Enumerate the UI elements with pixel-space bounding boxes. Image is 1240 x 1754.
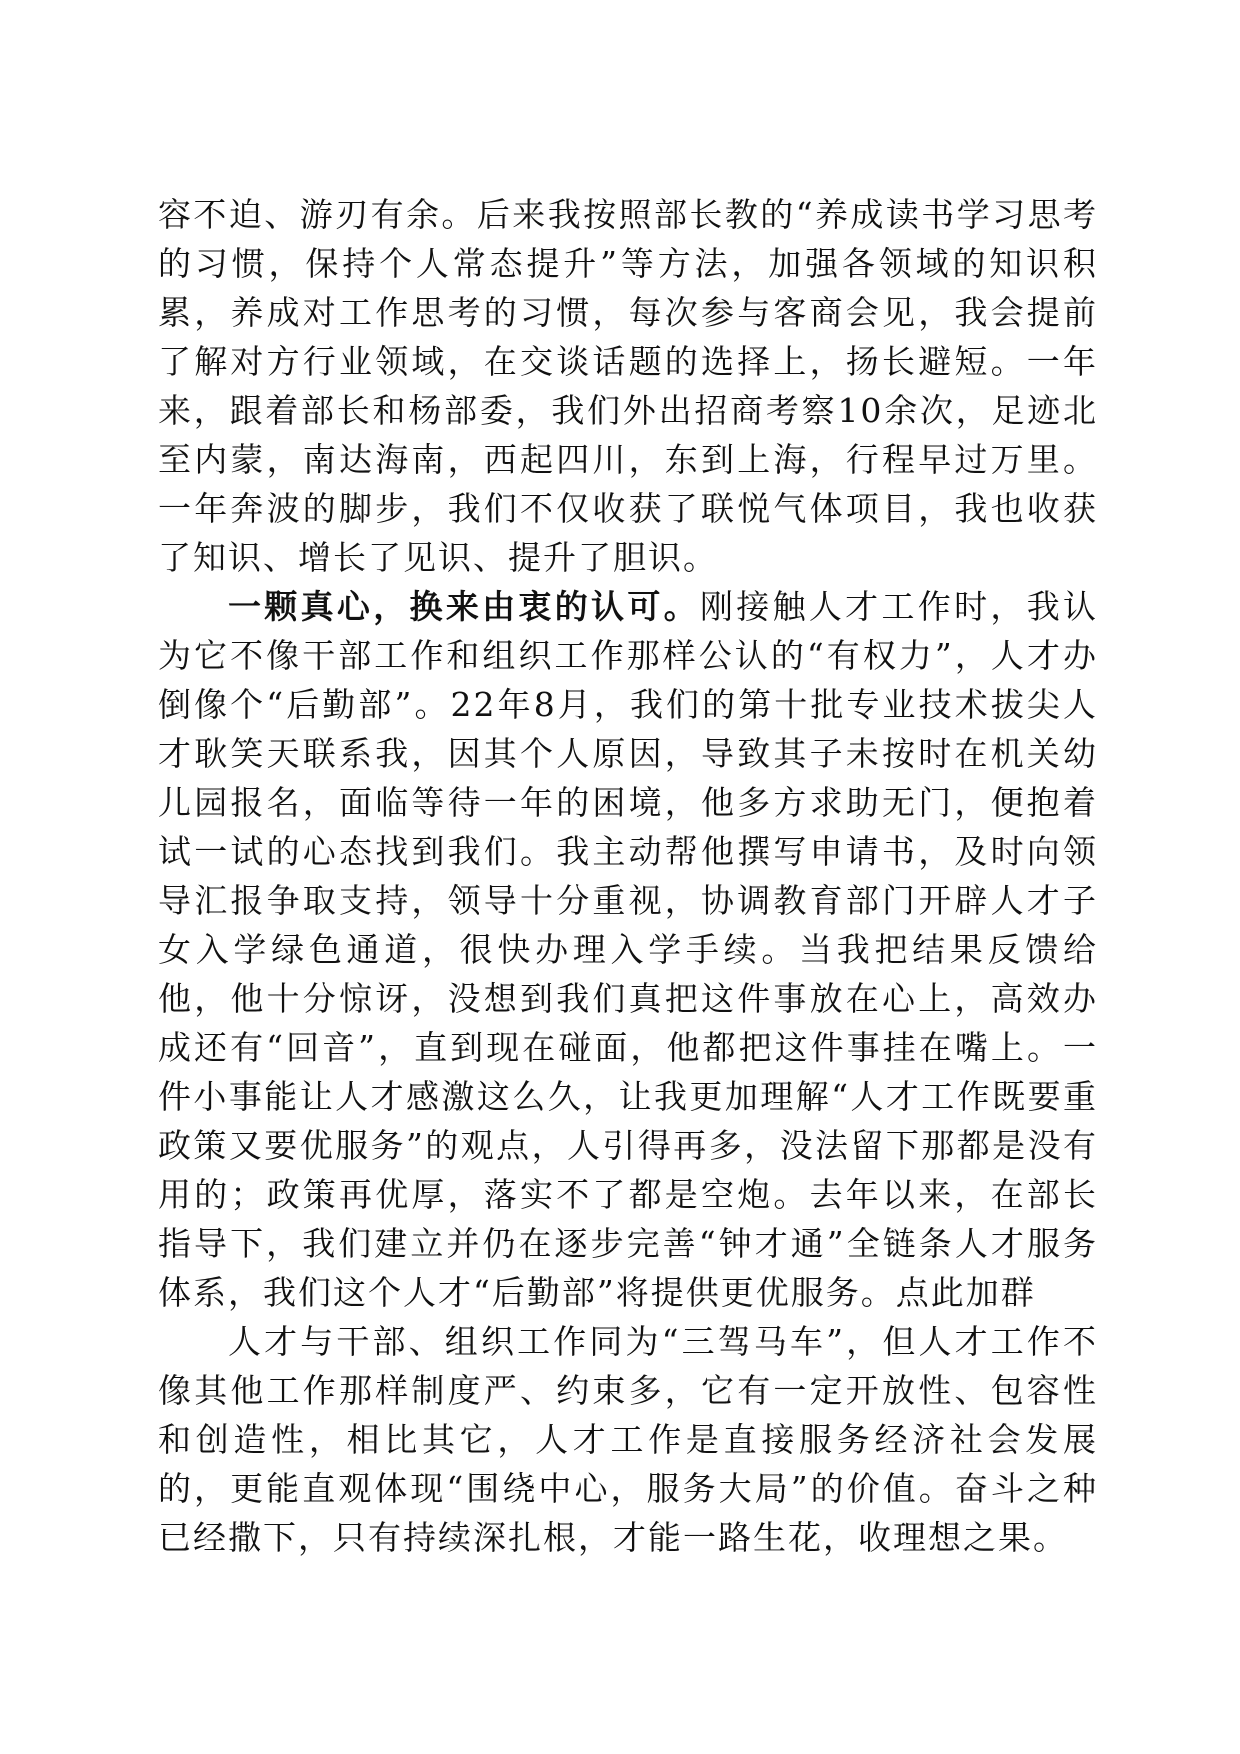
paragraph-2 (158, 582, 1098, 1317)
paragraph-3 (158, 1317, 1098, 1562)
document-body (158, 190, 1098, 1562)
paragraph-2-lead: 一颗真心，换来由衷的认可。 (228, 587, 700, 626)
paragraph-1-text: 容不迫、游刃有余。后来我按照部长教的“养成读书学习思考的习惯，保持个人常态提升”等方法，加强各领域的知识积累，养成对工作思考的习惯，每次参与客商会见，我会提前了解对方行业领域，在交谈话题的选择上，扬长避短。一年来，跟着部长和杨部委，我们外出招商考察10余次，足迹北至内蒙，南达海南，西起四川，东到上海，行程早过万里。一年奔波的脚步，我们不仅收获了联悦气体项目，我也收获了知识、增长了见识、提升了胆识。 (158, 195, 1098, 577)
paragraph-1 (158, 190, 1098, 582)
paragraph-2-text: 刚接触人才工作时，我认为它不像干部工作和组织工作那样公认的“有权力”，人才办倒像个“后勤部”。22年8月，我们的第十批专业技术拔尖人才耿笑天联系我，因其个人原因，导致其子未按时在机关幼儿园报名，面临等待一年的困境，他多方求助无门，便抱着试一试的心态找到我们。我主动帮他撰写申请书，及时向领导汇报争取支持，领导十分重视，协调教育部门开辟人才子女入学绿色通道，很快办理入学手续。当我把结果反馈给他，他十分惊讶，没想到我们真把这件事放在心上，高效办成还有“回音”，直到现在碰面，他都把这件事挂在嘴上。一件小事能让人才感激这么久，让我更加理解“人才工作既要重政策又要优服务”的观点，人引得再多，没法留下那都是没有用的；政策再优厚，落实不了都是空炮。去年以来，在部长指导下，我们建立并仍在逐步完善“钟才通”全链条人才服务体系，我们这个人才“后勤部”将提供更优服务。点此加群 (158, 587, 1099, 1312)
paragraph-3-text: 人才与干部、组织工作同为“三驾马车”，但人才工作不像其他工作那样制度严、约束多，它有一定开放性、包容性和创造性，相比其它，人才工作是直接服务经济社会发展的，更能直观体现“围绕中心，服务大局”的价值。奋斗之种已经撒下，只有持续深扎根，才能一路生花，收理想之果。 (158, 1322, 1098, 1557)
